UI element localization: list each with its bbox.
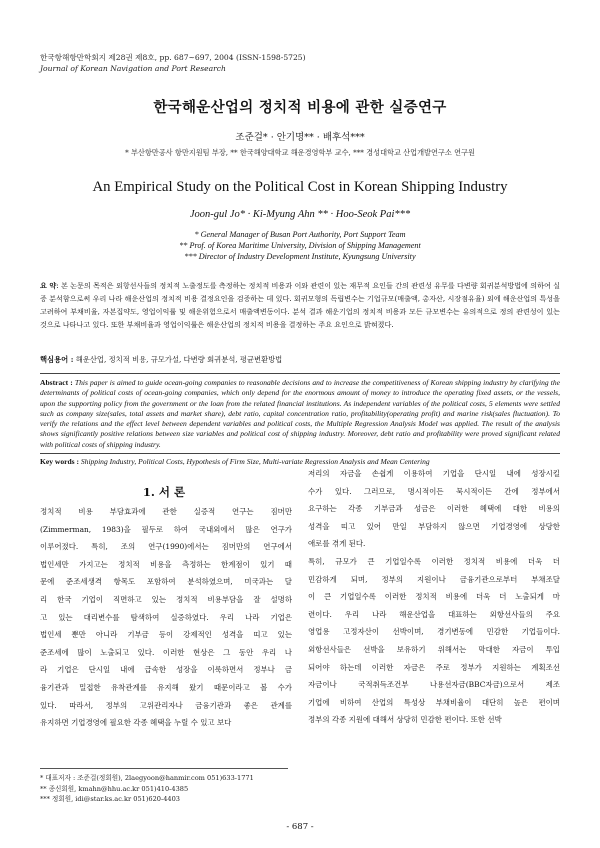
footnote-2: ** 종신회원, kmahn@hhu.ac.kr 051)410-4385 bbox=[40, 784, 189, 793]
body-text-line: 법인세만 가지고는 정치적 비용을 측정하는 한계점이 있기 때 bbox=[40, 559, 292, 569]
body-text-line: 라 기업은 단시일 내에 급속한 성장을 이룩하면서 정부나 금 bbox=[40, 665, 292, 675]
body-text-line: 되어야 하는데 이러한 자금은 주로 정부가 지원하는 계획조선 bbox=[308, 662, 560, 672]
affiliation-2: ** Prof. of Korea Maritime University, Division of Shipping Management bbox=[179, 241, 421, 251]
body-text-line: 있다. 따라서, 정부의 고위관리자나 금융기관과 좋은 관계를 bbox=[40, 700, 292, 710]
title-korean: 한국해운산업의 정치적 비용에 관한 실증연구 bbox=[153, 99, 447, 116]
authors-english: Joon-gul Jo* · Ki-Myung Ahn ** · Hoo-Seok Pai*** bbox=[189, 209, 411, 220]
body-text-line: 애로를 겪게 된다. bbox=[308, 539, 366, 549]
body-text-line: 정부의 각종 지원에 대해서 상당히 민감한 편이다. 또한 선박 bbox=[308, 715, 502, 725]
body-text-line: 준조세에 많이 노출되고 있다. 이러한 현상은 그 동안 우리 나 bbox=[40, 647, 292, 657]
divider-bottom bbox=[40, 453, 560, 454]
body-text-line: 리 한국 기업이 직면하고 있는 정치적 비용부담을 잘 설명하 bbox=[40, 594, 292, 604]
keywords-korean-label: 핵심용어 : bbox=[40, 355, 74, 364]
affiliations-english bbox=[0, 229, 600, 263]
body-text-line: 자금이나 국적취득조건부 나용선자금(BBC자금)으로서 제조 bbox=[308, 680, 560, 690]
body-text-line: 융기관과 밀접한 유착관계를 유지해 왔기 때문이라고 볼 수가 bbox=[40, 682, 292, 692]
body-text-line: 정치적 비용 부담효과에 관한 실증적 연구는 짐머만 bbox=[40, 507, 292, 516]
abstract-korean-label: 요 약 bbox=[40, 281, 57, 290]
authors-korean: 조준걸* · 안기명** · 배후석*** bbox=[235, 132, 365, 143]
abstract-english-text: This paper is aimed to guide ocean-going companies to reasonable decisions and to increase the competitiveness of Korean shipping industry by clarifying the determinants of political costs of ocean-going companies, which only depend for the enormous amount of money to introduce the operating fixed assets, or the vessels, upon the supporting policy from the government or the loan from the related financial institutions. As independent variables of the political costs, 5 elements were settled such as company size(sales, total assets and market share), debt ratio, capital concentration ratio, profitability(operating profit) and marine risk(sales fluctuation). To verify the relations and the effect level between dependent variables and political costs, the Multiple Regression Analysis Model was applied. The result of the analysis shows significantly positive relations between size variables and political cost of shipping industry. Moreover, debt ratio and profitability were proved significant related with political costs of shipping industry. bbox=[40, 378, 561, 449]
body-text-line: (Zimmerman, 1983)을 필두로 하여 국내외에서 많은 연구가 bbox=[40, 524, 292, 534]
body-column-right bbox=[308, 465, 560, 729]
journal-header bbox=[40, 52, 306, 74]
keywords-english-label: Key words : bbox=[40, 457, 79, 466]
keywords-korean bbox=[40, 355, 560, 365]
footnote-1: * 대표저자 : 조준걸(정회원), 2laegyoon@hanmir.com 051)633-1771 bbox=[40, 774, 254, 782]
abstract-english bbox=[40, 378, 560, 450]
keywords-english-text: Shipping Industry, Political Costs, Hypothesis of Firm Size, Multi-variate Regression Analysis and Mean Centering bbox=[80, 457, 430, 466]
body-column-left bbox=[40, 503, 292, 732]
body-text-line: 요구하는 각종 기부금과 성금은 이러한 혜택에 대한 비용의 bbox=[308, 504, 560, 514]
affiliations-korean: * 부산항만공사 항만지원팀 부장, ** 한국해양대학교 해운경영학부 교수, *** 경성대학교 산업개발연구소 연구원 bbox=[125, 148, 475, 157]
body-text-line: 특히, 규모가 큰 기업일수록 이러한 정치적 비용에 더욱 더 bbox=[308, 556, 560, 566]
body-text-line: 민감하게 되며, 정부의 지원이나 금융기관으로부터 부채조달 bbox=[308, 574, 560, 584]
body-text-line: 법인세 뿐만 아니라 기부금 등이 강제적인 성격을 띠고 있는 bbox=[40, 630, 292, 640]
body-text-line: 기업에 비하여 산업의 특성상 부채비율이 대단히 높은 편이며 bbox=[308, 697, 560, 707]
body-text-line: 영업용 고정자산이 선박이며, 경기변동에 민감한 기업들이다. bbox=[308, 627, 560, 637]
affiliation-3: *** Director of Industry Development Institute, Kyungsung University bbox=[184, 252, 416, 262]
body-text-line: 련이다. 우리 나라 해운산업을 대표하는 외항선사들의 주요 bbox=[308, 609, 560, 619]
body-text-line: 저리의 자금을 손쉽게 이용하여 기업을 단시일 내에 성장시킬 bbox=[308, 469, 560, 478]
body-text-line: 성격을 띠고 있어 만일 부담하지 않으면 기업경영에 상당한 bbox=[308, 521, 560, 531]
page-number: - 687 - bbox=[286, 822, 314, 832]
body-text-line: 이 큰 기업일수록 이러한 정치적 비용에 더욱 더 노출되게 마 bbox=[308, 592, 560, 602]
abstract-korean-text: : 본 논문의 목적은 외항선사들의 정치적 노출정도를 측정하는 정치적 비용과 이와 관련이 있는 재무적 요인들 간의 관련성 유무를 다변량 회귀분석방법에 의하여 실증 분석함으로써 우리 나라 해운산업의 정치적 비용 결정요인을 검증하는 데 있다. 회귀모형의 독립변수는 기업규모(매출액, 총자산, 시장점유율) 외에 해운산업의 특성을 고려하여 부채비율, 자본집약도, 영업이익률 및 해운위험으로서 매출액변동이다. 분석 결과 해운기업의 정치적 비용과 모든 규모변수는 유의적으로 정의 관련성이 있는 것으로 나타나고 있다. 또한 부채비율과 영업이익률은 해운산업의 정치적 비용을 결정하는 주요 요인으로 밝혀졌다. bbox=[40, 281, 560, 329]
body-text-line: 문에 준조세생격 항목도 포함하여 분석하였으며, 미국과는 달 bbox=[40, 577, 292, 587]
section-heading-introduction: 1. 서 론 bbox=[142, 485, 186, 499]
title-english: An Empirical Study on the Political Cost in Korean Shipping Industry bbox=[92, 179, 508, 195]
body-text-line: 외항선사들은 선박을 보유하기 위해서는 막대한 자금이 투입 bbox=[308, 644, 560, 654]
abstract-english-label: Abstract : bbox=[40, 378, 73, 387]
footnote-rule bbox=[40, 768, 288, 769]
journal-name-en: Journal of Korean Navigation and Port Research bbox=[40, 64, 226, 73]
journal-citation: 한국항해항만학회지 제28권 제8호, pp. 687~697, 2004 (ISSN-1598-5725) bbox=[40, 53, 306, 62]
abstract-korean bbox=[40, 280, 560, 332]
keywords-korean-text: 해운산업, 정치적 비용, 규모가설, 다변량 회귀분석, 평균변환방법 bbox=[75, 355, 283, 364]
body-text-line: 유지하면 기업경영에 필요한 각종 혜택을 누릴 수 있고 보다 bbox=[40, 718, 232, 728]
footnote-3: *** 정회원, idi@star.ks.ac.kr 051)620-4403 bbox=[40, 795, 180, 804]
body-text-line: 고 있는 대리변수를 탐색하여 실증하였다. 우리 나라 기업은 bbox=[40, 612, 292, 622]
affiliation-1: * General Manager of Busan Port Authority, Port Support Team bbox=[194, 230, 406, 239]
body-text-line: 이루어졌다. 특히, 조의 연구(1990)에서는 짐머만의 연구에서 bbox=[40, 542, 292, 552]
divider-top bbox=[40, 373, 560, 374]
body-text-line: 수가 있다. 그러므로, 명시적이든 묵시적이든 간에 정부에서 bbox=[308, 486, 560, 496]
footnotes bbox=[40, 773, 254, 805]
